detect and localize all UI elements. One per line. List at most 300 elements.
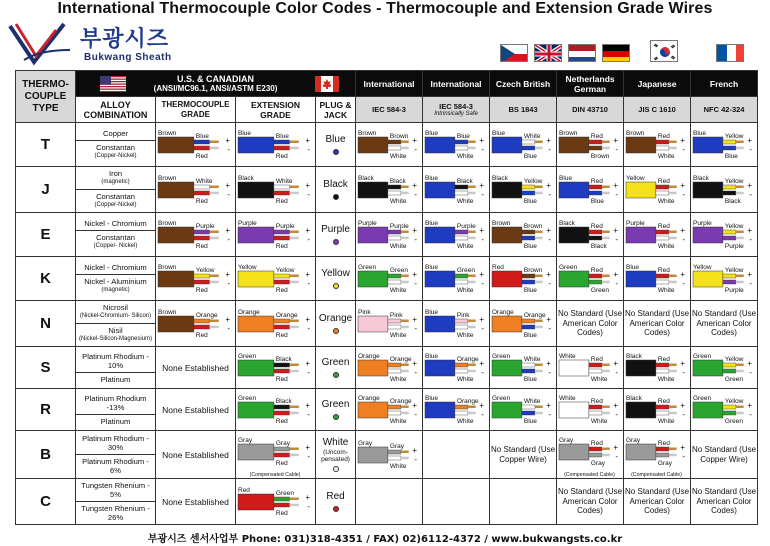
wire-jacket: [492, 402, 522, 418]
negative-color-label: Red: [275, 375, 288, 383]
table-row: [16, 347, 758, 389]
positive-conductor: [589, 274, 602, 278]
conductor-tip: [209, 230, 218, 233]
positive-conductor: [723, 185, 736, 189]
positive-conductor: [723, 405, 736, 409]
table-row: [16, 213, 758, 257]
standard-wire-diagram: [691, 169, 756, 211]
negative-conductor: [656, 280, 669, 284]
conductor-tip: [468, 280, 476, 283]
conductor-tip: [669, 236, 677, 239]
positive-color-label: Red: [590, 355, 603, 363]
conductor-tip: [736, 185, 744, 188]
conductor-tip: [468, 405, 476, 408]
extension-wire-diagram: [236, 169, 314, 211]
negative-conductor: [194, 280, 210, 284]
conductor-tip: [535, 363, 543, 366]
negative-conductor: [274, 453, 290, 457]
jacket-color-label: Brown: [626, 129, 645, 137]
positive-color-label: Brown: [523, 266, 543, 274]
negative-conductor: [656, 236, 669, 240]
positive-conductor: [656, 140, 669, 144]
minus-sign: -: [307, 144, 310, 154]
conductor-tip: [209, 146, 218, 149]
jack-color-label: Green: [321, 357, 350, 368]
standard-cell-bs: [490, 347, 557, 389]
extension-wire-diagram: [236, 480, 314, 524]
positive-conductor: [388, 319, 401, 323]
jacket-color-label: Blue: [238, 129, 252, 137]
standard-wire-diagram: [356, 348, 421, 388]
conductor-tip: [602, 405, 610, 408]
negative-color-label: Purple: [724, 286, 744, 294]
positive-color-label: Blue: [456, 132, 470, 140]
wire-jacket: [693, 227, 723, 243]
plus-sign: +: [613, 400, 619, 410]
conductor-tip: [401, 405, 409, 408]
plus-sign: +: [747, 358, 753, 368]
header-col-1-note: Intrinsically Safe: [434, 111, 478, 117]
positive-color-label: Orange: [456, 355, 479, 363]
plus-sign: +: [479, 225, 485, 235]
minus-sign: -: [548, 234, 552, 244]
negative-conductor: [194, 191, 210, 195]
standard-cell-intl_safe: [423, 431, 490, 479]
negative-color-label: Red: [275, 509, 288, 517]
negative-conductor: [723, 236, 736, 240]
header-us-canadian: [76, 71, 356, 97]
negative-color-label: Red: [195, 242, 208, 250]
minus-sign: -: [548, 367, 552, 377]
conductor-tip: [401, 450, 409, 453]
jack-color-dot: [333, 414, 339, 420]
standard-cell-jis: [624, 347, 691, 389]
extension-grade-cell: [236, 431, 316, 479]
table-row: [16, 123, 758, 167]
standard-cell-nfc: [691, 167, 758, 213]
negative-conductor: [274, 369, 290, 373]
minus-sign: -: [481, 409, 485, 419]
conductor-tip: [209, 140, 218, 143]
positive-color-label: Purple: [195, 222, 215, 230]
negative-alloy: Nisil (Nickel-Silicon-Magnesium): [78, 326, 153, 342]
standard-cell-jis: [624, 123, 691, 167]
positive-conductor: [723, 230, 736, 234]
minus-sign: -: [414, 454, 418, 464]
alloy-combination: [76, 301, 156, 347]
conductor-tip: [669, 411, 677, 414]
negative-conductor: [656, 369, 669, 373]
header-extension-grade: EXTENSION GRADE: [236, 97, 316, 123]
plus-sign: +: [412, 314, 418, 324]
plus-sign: +: [305, 269, 310, 279]
conductor-tip: [535, 146, 543, 149]
standard-wire-diagram: [624, 124, 689, 166]
plus-sign: +: [747, 269, 753, 279]
positive-color-label: White: [523, 132, 541, 140]
wire-jacket: [492, 182, 522, 198]
positive-conductor: [274, 230, 290, 234]
minus-sign: -: [307, 409, 310, 419]
plus-sign: +: [479, 135, 485, 145]
negative-color-label: Brown: [590, 152, 610, 160]
positive-conductor: [522, 319, 535, 323]
positive-conductor: [723, 140, 736, 144]
jacket-color-label: Black: [626, 352, 642, 360]
negative-alloy: Constantan (Copper-Nickel): [94, 142, 137, 159]
minus-sign: -: [615, 451, 619, 461]
minus-sign: -: [481, 323, 485, 333]
positive-conductor: [455, 405, 468, 409]
negative-conductor: [388, 369, 401, 373]
negative-conductor: [723, 191, 736, 195]
thermocouple-grade-cell: [156, 257, 236, 301]
jacket-color-label: Black: [626, 394, 642, 402]
wire-jacket: [358, 316, 388, 332]
minus-sign: -: [749, 367, 753, 377]
conductor-tip: [602, 369, 610, 372]
thermocouple-wire-diagram: [156, 258, 234, 300]
jacket-color-label: Purple: [358, 219, 377, 227]
conductor-tip: [289, 185, 298, 188]
jacket-color-label: Gray: [358, 439, 373, 447]
positive-conductor: [723, 274, 736, 278]
minus-sign: -: [227, 189, 230, 199]
color-code-table: [15, 70, 758, 525]
positive-color-label: Purple: [389, 222, 409, 230]
standard-wire-diagram: [490, 258, 555, 300]
negative-conductor: [589, 453, 602, 457]
thermocouple-grade-cell: [156, 479, 236, 525]
us-header-standard: (ANSI/MC96.1, ANSI/ASTM E230): [153, 84, 278, 93]
jacket-color-label: Green: [559, 263, 578, 271]
standard-wire-diagram: [557, 390, 622, 430]
negative-conductor: [194, 146, 210, 150]
negative-color-label: Red: [275, 417, 288, 425]
negative-color-label: Black: [724, 197, 741, 205]
negative-color-label: Purple: [724, 242, 744, 250]
negative-color-label: White: [657, 417, 675, 425]
wire-jacket: [425, 137, 455, 153]
jack-color-label: Yellow: [321, 268, 350, 279]
extension-grade-cell: [236, 123, 316, 167]
alloy-combination: [76, 389, 156, 431]
wire-jacket: [626, 402, 656, 418]
extension-grade-cell: [236, 479, 316, 525]
positive-conductor: [274, 405, 290, 409]
jacket-color-label: Blue: [425, 263, 439, 271]
jacket-color-label: Blue: [559, 174, 573, 182]
negative-color-label: Red: [275, 197, 288, 205]
negative-conductor: [274, 146, 290, 150]
jacket-color-label: Green: [238, 352, 257, 360]
plus-sign: +: [680, 269, 686, 279]
plus-sign: +: [225, 269, 230, 279]
negative-color-label: White: [389, 375, 407, 383]
wire-jacket: [238, 137, 274, 153]
extension-grade-cell: [236, 213, 316, 257]
positive-conductor: [455, 185, 468, 189]
plus-sign: +: [479, 400, 485, 410]
negative-color-label: Red: [275, 331, 288, 339]
conductor-tip: [468, 140, 476, 143]
positive-conductor: [589, 405, 602, 409]
plus-sign: +: [305, 225, 310, 235]
standard-cell-nfc: [691, 431, 758, 479]
alloy-combination: [76, 347, 156, 389]
negative-color-label: Red: [195, 286, 208, 294]
positive-conductor: [656, 274, 669, 278]
wire-jacket: [158, 182, 194, 198]
jacket-color-label: Green: [693, 352, 712, 360]
positive-color-label: Yellow: [724, 355, 744, 363]
jacket-color-label: Blue: [425, 308, 439, 316]
positive-conductor: [589, 230, 602, 234]
wire-jacket: [358, 182, 388, 198]
standard-wire-diagram: [691, 214, 756, 256]
positive-color-label: Red: [590, 439, 603, 447]
negative-conductor: [723, 411, 736, 415]
conductor-tip: [535, 274, 543, 277]
positive-conductor: [455, 319, 468, 323]
brand-name-english: Bukwang Sheath: [84, 52, 172, 63]
no-standard-text: No Standard (Use Copper Wire): [692, 444, 757, 464]
standard-wire-diagram: [490, 169, 555, 211]
standard-wire-diagram: [624, 348, 689, 388]
plus-sign: +: [225, 225, 230, 235]
wire-jacket: [158, 271, 194, 287]
thermocouple-wire-diagram: [156, 124, 234, 166]
compensated-cable-label: (Compensated Cable): [564, 471, 615, 478]
extension-wire-diagram: [236, 302, 314, 346]
plus-sign: +: [305, 135, 310, 145]
wire-jacket: [693, 271, 723, 287]
negative-color-label: Green: [724, 375, 744, 383]
negative-color-label: Gray: [657, 459, 673, 467]
jack-color-label: Purple: [321, 224, 350, 235]
thermocouple-grade-cell: [156, 301, 236, 347]
plug-jack-cell: [316, 123, 356, 167]
minus-sign: -: [481, 367, 485, 377]
negative-conductor: [522, 191, 535, 195]
conductor-tip: [401, 230, 409, 233]
jacket-color-label: Red: [492, 263, 504, 271]
conductor-tip: [736, 146, 744, 149]
negative-color-label: Red: [195, 152, 208, 160]
standard-wire-diagram: [356, 214, 421, 256]
alloy-combination: [76, 123, 156, 167]
jacket-color-label: Orange: [238, 308, 260, 316]
positive-conductor: [589, 447, 602, 451]
positive-conductor: [656, 230, 669, 234]
minus-sign: -: [682, 189, 686, 199]
none-established-text: None Established: [162, 362, 229, 373]
standard-wire-diagram: [423, 258, 488, 300]
negative-color-label: White: [590, 375, 608, 383]
positive-conductor: [274, 363, 290, 367]
thermocouple-type: B: [16, 431, 76, 479]
positive-color-label: Brown: [389, 132, 409, 140]
standard-wire-diagram: [356, 432, 421, 478]
standard-cell-intl: [356, 431, 423, 479]
thermocouple-type: K: [16, 257, 76, 301]
wire-jacket: [693, 137, 723, 153]
conductor-tip: [401, 319, 409, 322]
negative-color-label: White: [657, 375, 675, 383]
positive-color-label: Gray: [389, 442, 405, 450]
positive-alloy: Iron (magnetic): [76, 167, 155, 190]
jacket-color-label: Pink: [358, 308, 371, 316]
jack-color-dot: [333, 506, 339, 512]
minus-sign: -: [481, 144, 485, 154]
extension-grade-cell: [236, 257, 316, 301]
conductor-tip: [401, 280, 409, 283]
conductor-tip: [401, 363, 409, 366]
negative-conductor: [455, 325, 468, 329]
positive-color-label: Black: [389, 177, 406, 185]
wire-jacket: [425, 271, 455, 287]
positive-color-label: Black: [456, 177, 473, 185]
negative-conductor: [522, 369, 535, 373]
positive-conductor: [589, 185, 602, 189]
minus-sign: -: [227, 278, 230, 288]
french-flag-icon: [716, 44, 744, 62]
positive-color-label: Red: [590, 177, 603, 185]
plus-sign: +: [225, 314, 230, 324]
positive-conductor: [589, 363, 602, 367]
conductor-tip: [289, 230, 298, 233]
minus-sign: -: [615, 189, 619, 199]
jacket-color-label: Orange: [358, 394, 380, 402]
jacket-color-label: Brown: [158, 174, 177, 182]
minus-sign: -: [307, 451, 310, 461]
plus-sign: +: [546, 269, 552, 279]
conductor-tip: [535, 411, 543, 414]
jacket-color-label: Black: [238, 174, 254, 182]
standard-cell-nfc: [691, 347, 758, 389]
wire-jacket: [158, 137, 194, 153]
positive-color-label: Purple: [275, 222, 295, 230]
plus-sign: +: [479, 358, 485, 368]
negative-conductor: [274, 325, 290, 329]
negative-alloy: Constantan (Copper- Nickel): [93, 232, 138, 249]
negative-conductor: [274, 411, 290, 415]
jacket-color-label: White: [559, 352, 576, 360]
british-flag-icon: [534, 44, 562, 62]
minus-sign: -: [682, 278, 686, 288]
none-established-text: None Established: [162, 404, 229, 415]
positive-conductor: [274, 447, 290, 451]
negative-conductor: [274, 280, 290, 284]
extension-grade-cell: [236, 301, 316, 347]
wire-jacket: [425, 360, 455, 376]
positive-color-label: Black: [275, 397, 292, 405]
positive-conductor: [656, 363, 669, 367]
conductor-tip: [669, 447, 677, 450]
standard-cell-jis: [624, 479, 691, 525]
plus-sign: +: [747, 135, 753, 145]
standard-cell-din: [557, 347, 624, 389]
negative-alloy: Platinum Rhodium - 6%: [82, 457, 149, 475]
plug-jack-cell: [316, 213, 356, 257]
positive-color-label: Red: [657, 132, 670, 140]
header-col-2-std: BS 1843: [490, 97, 557, 123]
header-col-5-std: NFC 42-324: [691, 97, 758, 123]
plus-sign: +: [546, 225, 552, 235]
czech-flag-icon: [500, 44, 528, 62]
positive-color-label: Yellow: [523, 177, 543, 185]
conductor-tip: [736, 411, 744, 414]
footer-contact: 부광시즈 센서사업부 Phone: 031)318-4351 / FAX) 02)6112-4372 / www.bukwangsts.co.kr: [147, 534, 623, 545]
plug-jack-cell: [316, 167, 356, 213]
plug-jack-cell: [316, 479, 356, 525]
minus-sign: -: [682, 367, 686, 377]
wire-jacket: [626, 182, 656, 198]
standard-cell-bs: [490, 479, 557, 525]
positive-conductor: [194, 274, 210, 278]
extension-wire-diagram: [236, 432, 314, 478]
conductor-tip: [736, 230, 744, 233]
conductor-tip: [669, 363, 677, 366]
negative-color-label: Red: [275, 286, 288, 294]
jack-color-dot: [333, 328, 339, 334]
positive-color-label: White: [195, 177, 213, 185]
positive-color-label: Red: [657, 397, 670, 405]
header-col-5-name: French: [691, 71, 758, 97]
no-standard-text: No Standard (Use American Color Codes): [692, 309, 757, 338]
standard-cell-jis: [624, 213, 691, 257]
standard-cell-bs: [490, 213, 557, 257]
negative-color-label: Red: [275, 459, 288, 467]
header-col-4-std: JIS C 1610: [624, 97, 691, 123]
conductor-tip: [669, 369, 677, 372]
table-row: [16, 167, 758, 213]
negative-color-label: White: [389, 152, 407, 160]
negative-color-label: Red: [275, 152, 288, 160]
conductor-tip: [535, 280, 543, 283]
wire-jacket: [559, 360, 589, 376]
conductor-tip: [602, 230, 610, 233]
plus-sign: +: [546, 180, 552, 190]
minus-sign: -: [749, 278, 753, 288]
minus-sign: -: [227, 323, 230, 333]
negative-conductor: [274, 191, 290, 195]
negative-color-label: Blue: [523, 152, 537, 160]
conductor-tip: [289, 146, 298, 149]
negative-alloy: Platinum: [100, 374, 131, 384]
positive-conductor: [274, 140, 290, 144]
no-standard-text: No Standard (Use American Color Codes): [558, 309, 623, 338]
conductor-tip: [468, 230, 476, 233]
conductor-tip: [289, 319, 298, 322]
minus-sign: -: [414, 367, 418, 377]
negative-conductor: [522, 280, 535, 284]
conductor-tip: [209, 236, 218, 239]
negative-conductor: [388, 146, 401, 150]
positive-color-label: Orange: [195, 311, 218, 319]
plus-sign: +: [680, 400, 686, 410]
positive-alloy: Nickel - Chromium: [76, 217, 155, 231]
standard-cell-intl: [356, 389, 423, 431]
thermocouple-grade-cell: [156, 167, 236, 213]
thermocouple-grade-cell: [156, 213, 236, 257]
negative-color-label: White: [657, 286, 675, 294]
plus-sign: +: [412, 225, 418, 235]
jacket-color-label: Blue: [425, 129, 439, 137]
conductor-tip: [289, 325, 298, 328]
jacket-color-label: Blue: [425, 394, 439, 402]
standard-wire-diagram: [557, 258, 622, 300]
